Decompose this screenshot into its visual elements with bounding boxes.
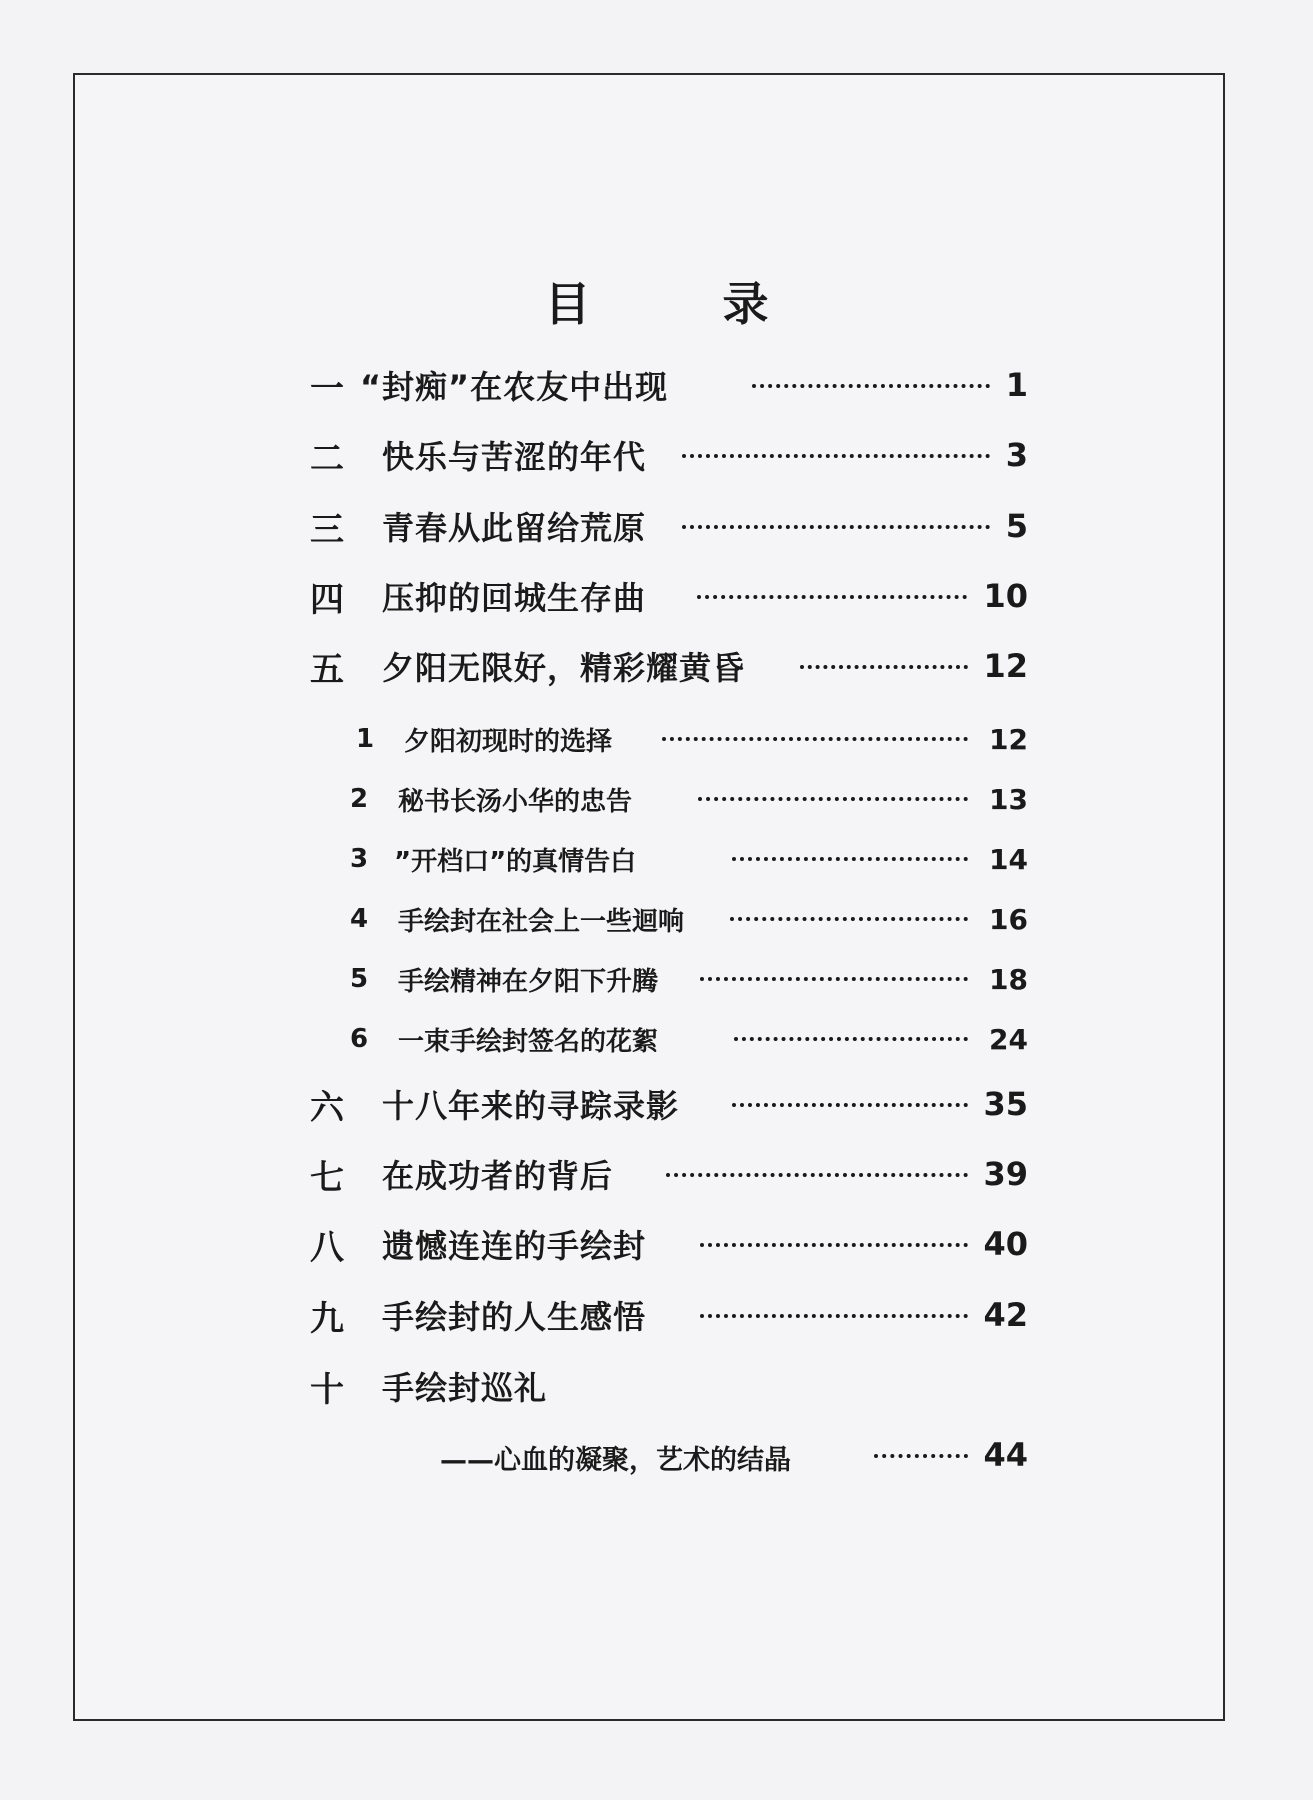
entry-page: 12 bbox=[983, 647, 1028, 685]
entry-title: 快乐与苦涩的年代 bbox=[382, 438, 647, 476]
leader-dots bbox=[734, 1037, 968, 1041]
leader-dots bbox=[698, 797, 968, 801]
entry-page: 3 bbox=[1005, 436, 1028, 474]
toc-entry-3[interactable] bbox=[310, 503, 1028, 549]
entry-number: 六 bbox=[310, 1087, 344, 1128]
toc-subentry-3[interactable] bbox=[350, 839, 1028, 879]
entry-number: 3 bbox=[350, 844, 369, 874]
entry-page: 35 bbox=[983, 1085, 1028, 1123]
entry-title: 一束手绘封签名的花絮 bbox=[398, 1026, 659, 1057]
entry-page: 42 bbox=[983, 1296, 1028, 1334]
toc-subentry-6[interactable] bbox=[350, 1019, 1028, 1059]
toc-entry-1[interactable] bbox=[310, 362, 1028, 408]
leader-dots bbox=[682, 454, 990, 458]
entry-title: 夕阳初现时的选择 bbox=[404, 726, 613, 757]
toc-entry-9[interactable] bbox=[310, 1292, 1028, 1338]
entry-title: 手绘封在社会上一些迴响 bbox=[398, 906, 685, 937]
entry-number: 6 bbox=[350, 1024, 369, 1054]
entry-page: 14 bbox=[989, 842, 1028, 876]
toc-entry-7[interactable] bbox=[310, 1151, 1028, 1197]
leader-dots bbox=[730, 917, 968, 921]
toc-heading: 目 录 bbox=[544, 277, 827, 331]
leader-dots bbox=[800, 665, 968, 669]
leader-dots bbox=[700, 1314, 968, 1318]
entry-title: ”开档口”的真情告白 bbox=[394, 846, 637, 877]
entry-subtitle: ——心血的凝聚，艺术的结晶 bbox=[440, 1445, 791, 1476]
toc-subentry-5[interactable] bbox=[350, 959, 1028, 999]
leader-dots bbox=[752, 384, 990, 388]
toc-entry-6[interactable] bbox=[310, 1081, 1028, 1127]
entry-number: 十 bbox=[310, 1369, 344, 1410]
entry-title: 手绘封巡礼 bbox=[382, 1369, 548, 1407]
entry-number: 四 bbox=[310, 579, 344, 620]
toc-entry-8[interactable] bbox=[310, 1221, 1028, 1267]
entry-title: 手绘精神在夕阳下升腾 bbox=[398, 966, 659, 997]
toc-entry-2[interactable] bbox=[310, 432, 1028, 478]
entry-page: 44 bbox=[983, 1436, 1028, 1474]
entry-page: 39 bbox=[983, 1155, 1028, 1193]
entry-title: 十八年来的寻踪录影 bbox=[382, 1087, 680, 1125]
entry-number: 5 bbox=[350, 964, 369, 994]
entry-title: 青春从此留给荒原 bbox=[382, 509, 647, 547]
toc-subentry-4[interactable] bbox=[350, 899, 1028, 939]
entry-number: 八 bbox=[310, 1227, 344, 1268]
entry-number: 1 bbox=[356, 724, 375, 754]
entry-page: 16 bbox=[989, 902, 1028, 936]
leader-dots bbox=[682, 525, 990, 529]
entry-title: “封痴”在农友中出现 bbox=[360, 368, 669, 406]
leader-dots bbox=[700, 977, 968, 981]
entry-number: 七 bbox=[310, 1157, 344, 1198]
entry-page: 5 bbox=[1005, 507, 1028, 545]
entry-page: 10 bbox=[983, 577, 1028, 615]
toc-subentry-1[interactable] bbox=[350, 719, 1028, 759]
leader-dots bbox=[697, 595, 967, 599]
leader-dots bbox=[666, 1173, 968, 1177]
toc-entry-4[interactable] bbox=[310, 573, 1028, 619]
entry-page: 24 bbox=[989, 1022, 1028, 1056]
entry-number: 三 bbox=[310, 509, 344, 550]
toc-entry-5[interactable] bbox=[310, 643, 1028, 689]
entry-title: 手绘封的人生感悟 bbox=[382, 1298, 647, 1336]
leader-dots bbox=[700, 1243, 968, 1247]
entry-title: 遗憾连连的手绘封 bbox=[382, 1227, 647, 1265]
entry-page: 1 bbox=[1005, 366, 1028, 404]
entry-number: 五 bbox=[310, 649, 344, 690]
entry-page: 40 bbox=[983, 1225, 1028, 1263]
leader-dots bbox=[874, 1454, 968, 1458]
entry-title: 在成功者的背后 bbox=[382, 1157, 614, 1195]
entry-number: 一 bbox=[310, 368, 344, 409]
leader-dots bbox=[662, 737, 968, 741]
entry-title: 夕阳无限好，精彩耀黄昏 bbox=[382, 649, 746, 687]
entry-number: 2 bbox=[350, 784, 369, 814]
entry-page: 12 bbox=[989, 722, 1028, 756]
leader-dots bbox=[732, 1103, 968, 1107]
toc-entry-10-subtitle[interactable] bbox=[310, 1432, 1028, 1478]
entry-number: 九 bbox=[310, 1298, 344, 1339]
entry-title: 压抑的回城生存曲 bbox=[382, 579, 647, 617]
entry-number: 4 bbox=[350, 904, 369, 934]
entry-title: 秘书长汤小华的忠告 bbox=[398, 786, 633, 817]
toc-subentry-2[interactable] bbox=[350, 779, 1028, 819]
toc-entry-10[interactable] bbox=[310, 1363, 1028, 1409]
leader-dots bbox=[732, 857, 968, 861]
entry-page: 13 bbox=[989, 782, 1028, 816]
entry-page: 18 bbox=[989, 962, 1028, 996]
entry-number: 二 bbox=[310, 438, 344, 479]
